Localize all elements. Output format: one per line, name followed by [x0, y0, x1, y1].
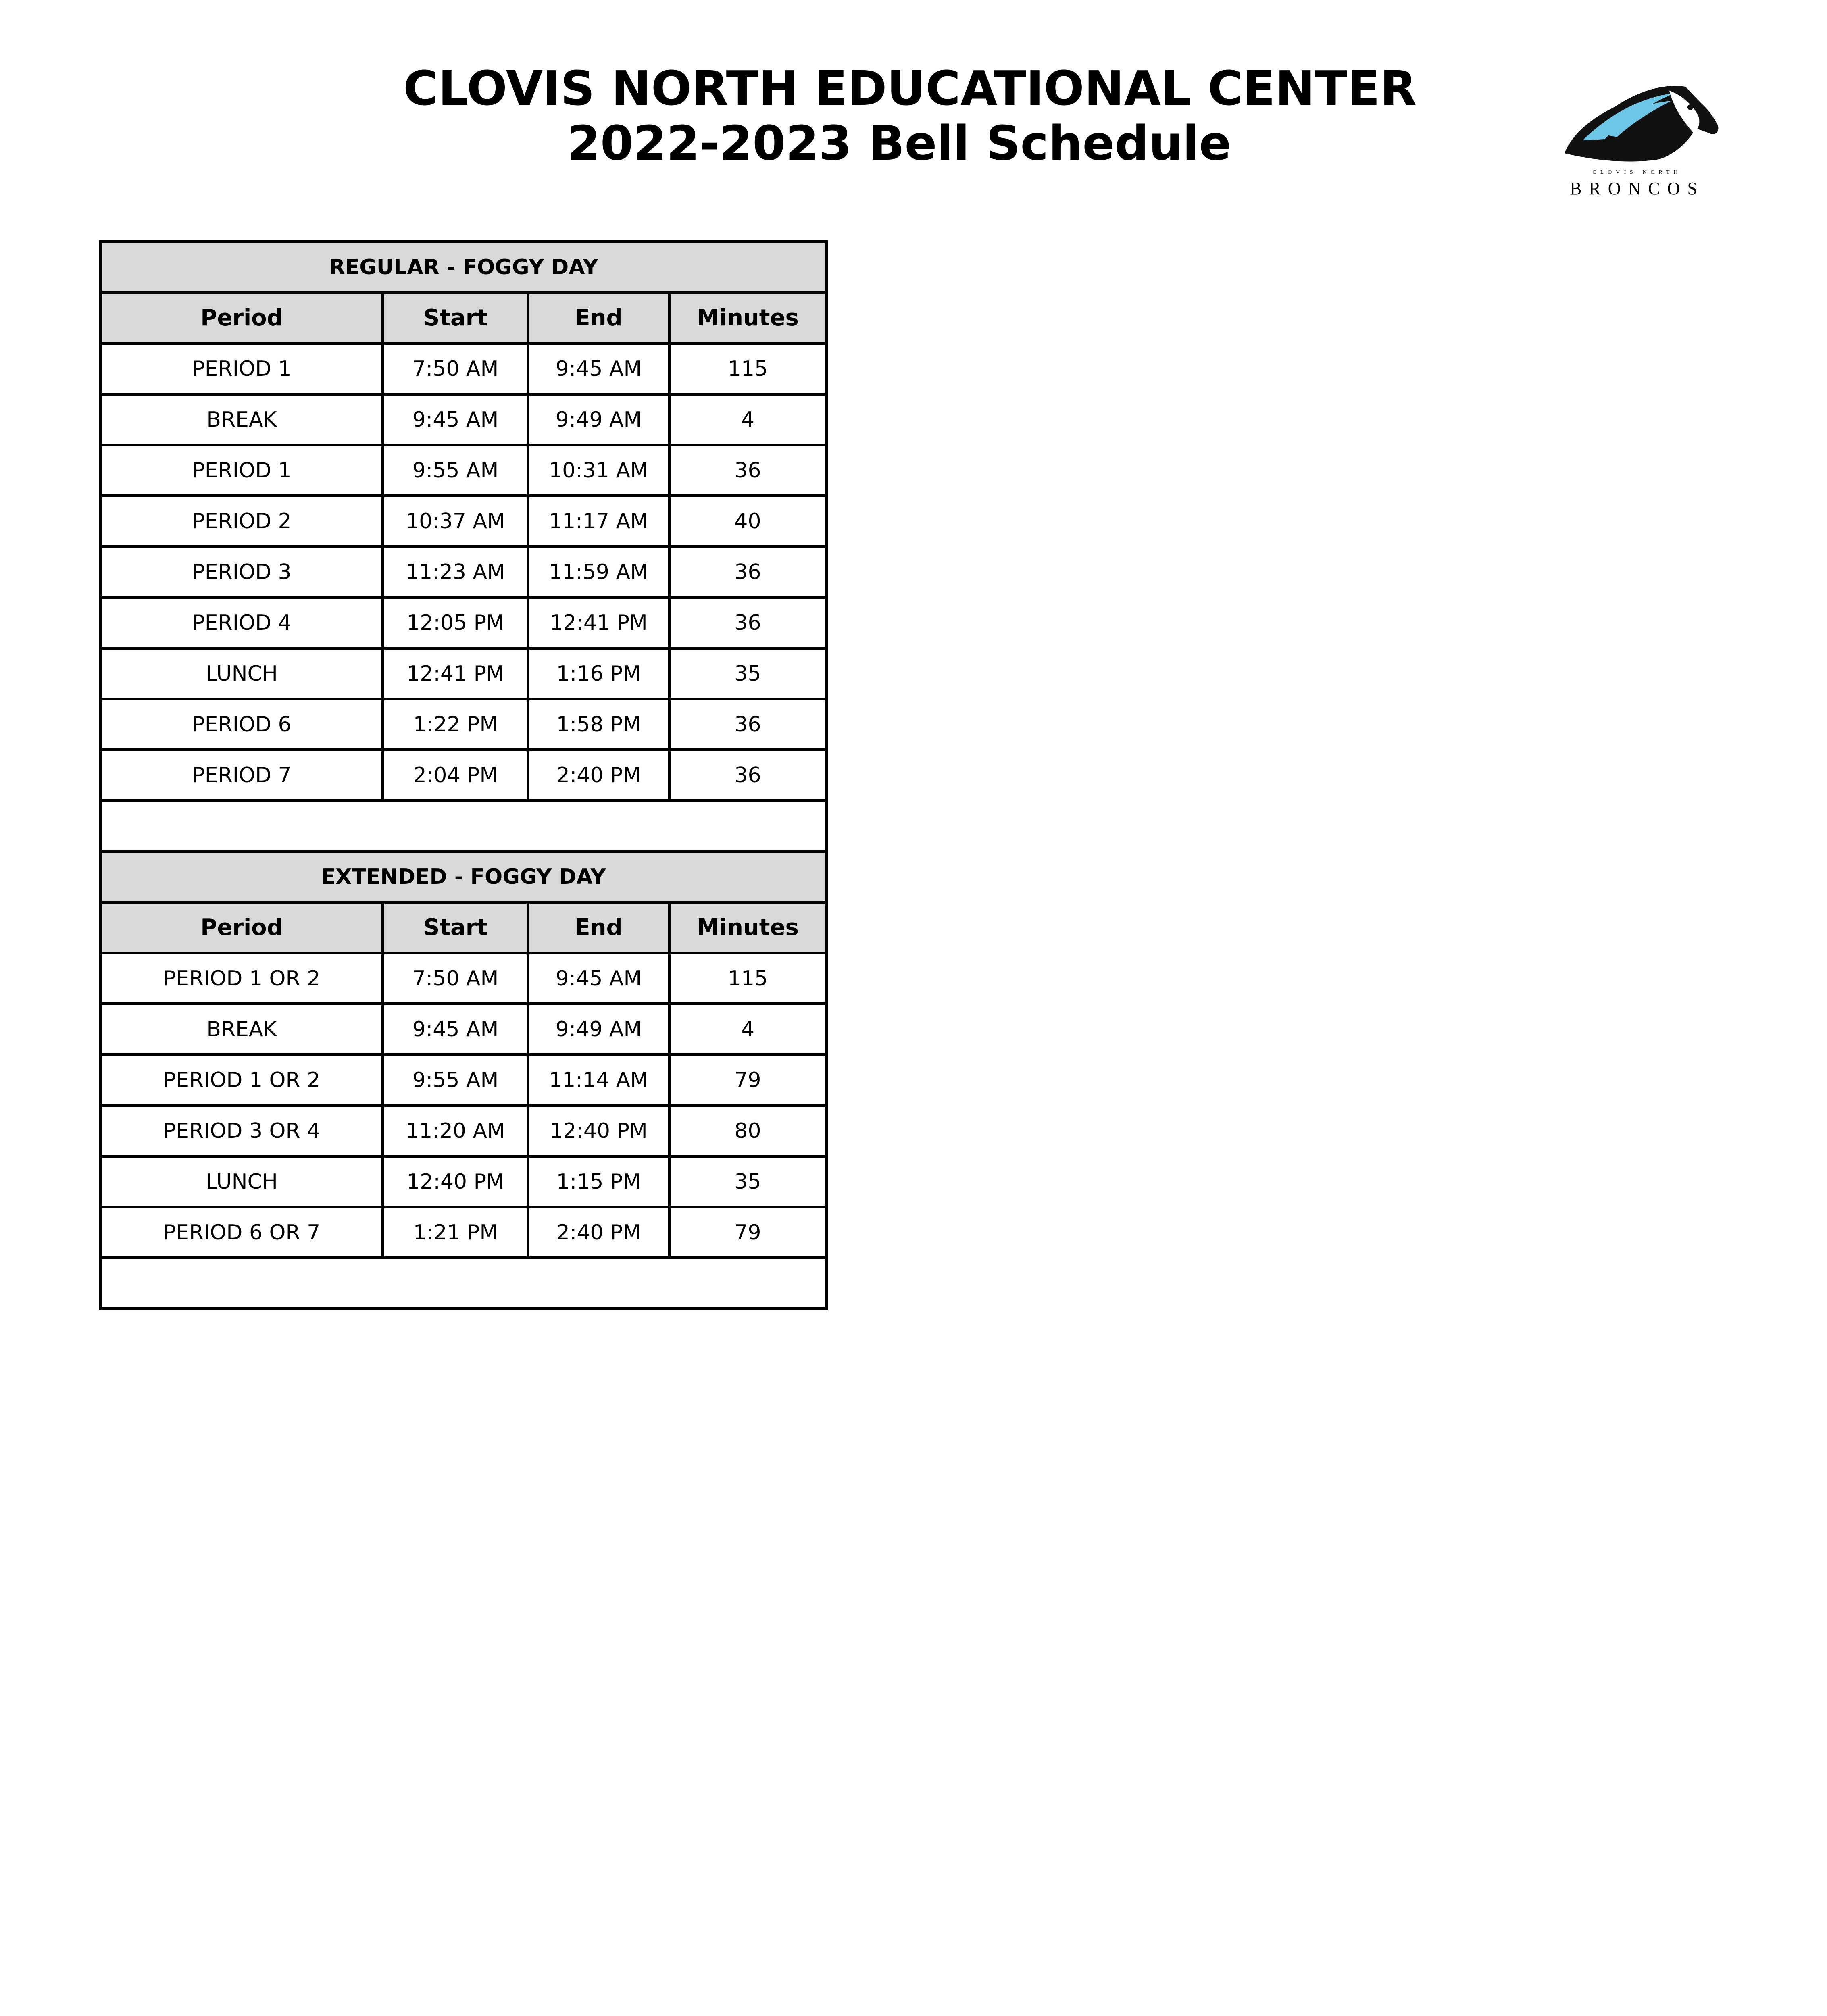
- table-row: [101, 496, 827, 547]
- horse-head-icon: [1548, 73, 1726, 165]
- table-cell: PERIOD 1 OR 2: [101, 953, 383, 1004]
- logo-big-text: BRONCOS: [1570, 179, 1704, 198]
- table-cell: 1:16 PM: [528, 648, 669, 699]
- table-row: [101, 750, 827, 801]
- table-cell: 35: [669, 648, 827, 699]
- table-cell: LUNCH: [101, 648, 383, 699]
- table-cell: 2:04 PM: [383, 750, 528, 801]
- table-cell: 9:49 AM: [528, 1004, 669, 1055]
- table-cell: 11:59 AM: [528, 547, 669, 598]
- table-row: [101, 598, 827, 648]
- table-cell: 79: [669, 1207, 827, 1258]
- table-cell: PERIOD 3 OR 4: [101, 1106, 383, 1156]
- extended-section-header: [101, 852, 827, 902]
- table-row: [101, 1004, 827, 1055]
- table-cell: PERIOD 7: [101, 750, 383, 801]
- table-cell: 79: [669, 1055, 827, 1106]
- table-row: [101, 1207, 827, 1258]
- table-cell: 4: [669, 1004, 827, 1055]
- table-cell: 7:50 AM: [383, 344, 528, 394]
- table-cell: BREAK: [101, 394, 383, 445]
- column-header-row: [101, 293, 827, 344]
- table-row: [101, 445, 827, 496]
- table-cell: PERIOD 6: [101, 699, 383, 750]
- table-cell: 12:40 PM: [528, 1106, 669, 1156]
- table-cell: 115: [669, 344, 827, 394]
- table-row: [101, 1156, 827, 1207]
- page-subtitle: 2022-2023 Bell Schedule: [567, 115, 1231, 171]
- table-cell: 12:41 PM: [383, 648, 528, 699]
- table-cell: 1:21 PM: [383, 1207, 528, 1258]
- table-cell: PERIOD 6 OR 7: [101, 1207, 383, 1258]
- table-cell: 1:15 PM: [528, 1156, 669, 1207]
- table-row: [101, 394, 827, 445]
- logo-small-text: CLOVIS NORTH: [1592, 169, 1682, 175]
- table-cell: 12:40 PM: [383, 1156, 528, 1207]
- column-header: End: [528, 902, 669, 953]
- table-cell: 9:55 AM: [383, 1055, 528, 1106]
- table-row: [101, 547, 827, 598]
- table-cell: 9:55 AM: [383, 445, 528, 496]
- table-cell: BREAK: [101, 1004, 383, 1055]
- table-cell: 36: [669, 699, 827, 750]
- column-header-row: [101, 902, 827, 953]
- table-cell: 35: [669, 1156, 827, 1207]
- table-cell: 2:40 PM: [528, 750, 669, 801]
- table-cell: 11:20 AM: [383, 1106, 528, 1156]
- table-cell: PERIOD 1 OR 2: [101, 1055, 383, 1106]
- table-cell: 9:49 AM: [528, 394, 669, 445]
- column-header: Start: [383, 902, 528, 953]
- column-header: Minutes: [669, 902, 827, 953]
- bell-schedule-table: [99, 240, 828, 1310]
- broncos-logo: [1548, 73, 1726, 206]
- section-title: EXTENDED - FOGGY DAY: [101, 852, 827, 902]
- column-header: End: [528, 293, 669, 344]
- table-cell: 7:50 AM: [383, 953, 528, 1004]
- table-cell: LUNCH: [101, 1156, 383, 1207]
- table-cell: 11:17 AM: [528, 496, 669, 547]
- table-cell: 10:37 AM: [383, 496, 528, 547]
- table-cell: 12:41 PM: [528, 598, 669, 648]
- table-cell: 40: [669, 496, 827, 547]
- table-cell: 36: [669, 445, 827, 496]
- table-cell: 1:58 PM: [528, 699, 669, 750]
- column-header: Start: [383, 293, 528, 344]
- table-cell: 10:31 AM: [528, 445, 669, 496]
- table-cell: 36: [669, 750, 827, 801]
- table-cell: 36: [669, 547, 827, 598]
- table-cell: 80: [669, 1106, 827, 1156]
- table-cell: 115: [669, 953, 827, 1004]
- table-cell: 9:45 AM: [528, 344, 669, 394]
- table-cell: 12:05 PM: [383, 598, 528, 648]
- table-cell: 36: [669, 598, 827, 648]
- table-cell: 11:23 AM: [383, 547, 528, 598]
- table-cell: 4: [669, 394, 827, 445]
- spacer-cell: [101, 801, 827, 852]
- regular-section-header: [101, 242, 827, 293]
- column-header: Period: [101, 293, 383, 344]
- table-cell: 2:40 PM: [528, 1207, 669, 1258]
- table-cell: 9:45 AM: [528, 953, 669, 1004]
- table-cell: PERIOD 2: [101, 496, 383, 547]
- table-row: [101, 699, 827, 750]
- table-cell: 9:45 AM: [383, 394, 528, 445]
- table-row: [101, 1055, 827, 1106]
- spacer-row: [101, 1258, 827, 1309]
- table-row: [101, 953, 827, 1004]
- table-cell: PERIOD 3: [101, 547, 383, 598]
- table-cell: 1:22 PM: [383, 699, 528, 750]
- column-header: Period: [101, 902, 383, 953]
- section-title: REGULAR - FOGGY DAY: [101, 242, 827, 293]
- table-cell: 9:45 AM: [383, 1004, 528, 1055]
- spacer-row: [101, 801, 827, 852]
- table-cell: 11:14 AM: [528, 1055, 669, 1106]
- table-cell: PERIOD 1: [101, 445, 383, 496]
- table-cell: PERIOD 1: [101, 344, 383, 394]
- column-header: Minutes: [669, 293, 827, 344]
- table-row: [101, 648, 827, 699]
- page-title: CLOVIS NORTH EDUCATIONAL CENTER: [403, 60, 1417, 116]
- table-row: [101, 344, 827, 394]
- spacer-cell: [101, 1258, 827, 1309]
- table-row: [101, 1106, 827, 1156]
- table-cell: PERIOD 4: [101, 598, 383, 648]
